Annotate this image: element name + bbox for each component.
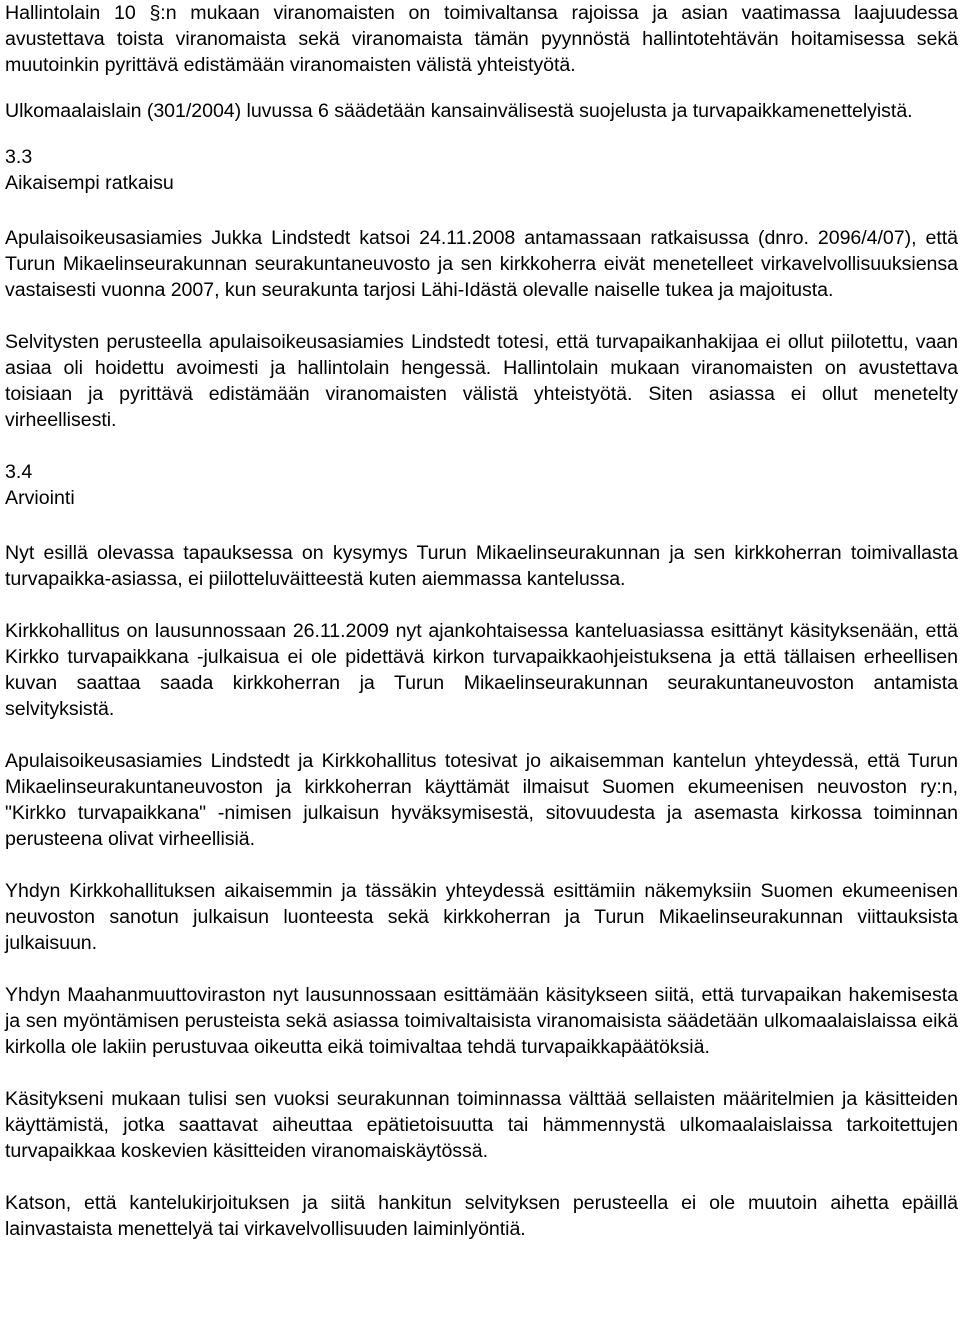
spacer [5, 196, 958, 225]
spacer [5, 1060, 958, 1086]
spacer [5, 124, 958, 144]
paragraph-nyt-esilla: Nyt esillä olevassa tapauksessa on kysymys Turun Mikaelinseurakunnan ja sen kirkkoherran toimivallasta turvapaikka-asiassa, ei piilotteluväitteestä kuten aiemmassa kantelussa. [5, 542, 958, 590]
spacer [5, 303, 958, 329]
paragraph-selvitysten-perusteella: Selvitysten perusteella apulaisoikeusasiamies Lindstedt totesi, että turvapaikanhakijaa ei ollut piilotettu, vaan asiaa oli hoidettu avoimesti ja hallintolain hengessä. Hallintolain mukaan viranomaisten on avustettava toisiaan ja pyrittävä edistämään viranomaisten välistä yhteistyötä. Siten asiassa ei ollut menetelty virheellisesti. [5, 331, 958, 431]
section-number-3-3: 3.3 [5, 146, 33, 168]
spacer [5, 722, 958, 748]
spacer [5, 1164, 958, 1190]
spacer [5, 592, 958, 618]
spacer [5, 78, 958, 98]
paragraph-yhdyn-kirkkohallitus: Yhdyn Kirkkohallituksen aikaisemmin ja tässäkin yhteydessä esittämiin näkemyksiin Suomen ekumeenisen neuvoston sanotun julkaisun luonteesta sekä kirkkoherran ja Turun Mikaelinseurakunnan viittauksista julkaisuun. [5, 880, 958, 954]
paragraph-kirkkohallitus-lausunto: Kirkkohallitus on lausunnossaan 26.11.2009 nyt ajankohtaisessa kanteluasiassa esittänyt käsityksenään, että Kirkko turvapaikkana -julkaisua ei ole pidettävä kirkon turvapaikkaohjeistuksena ja että tällaisen erheellisen kuvan saattaa saada kirkkoherran ja Turun Mikaelinseurakunnan seurakuntaneuvoston antamista selvityksistä. [5, 620, 958, 720]
paragraph-yhdyn-maahanmuuttovirasto: Yhdyn Maahanmuuttoviraston nyt lausunnossaan esittämään käsitykseen siitä, että turvapaikan hakemisesta ja sen myöntämisen perusteista sekä asiassa toimivaltaisista viranomaisista säädetään ulkomaalaislaissa eikä kirkolla ole lakiin perustuvaa oikeutta eikä toimivaltaa tehdä turvapaikkapäätöksiä. [5, 984, 958, 1058]
paragraph-aikaisempi-ratkaisu: Apulaisoikeusasiamies Jukka Lindstedt katsoi 24.11.2008 antamassaan ratkaisussa (dnro. 2096/4/07), että Turun Mikaelinseurakunnan seurakuntaneuvosto ja sen kirkkoherra eivät menetelleet virkavelvollisuuksiensa vastaisesti vuonna 2007, kun seurakunta tarjosi Lähi-Idästä olevalle naiselle tukea ja majoitusta. [5, 227, 958, 301]
paragraph-apulaisoikeusasiamies-kirkkohallitus: Apulaisoikeusasiamies Lindstedt ja Kirkkohallitus totesivat jo aikaisemman kantelun yhteydessä, että Turun Mikaelinseurakuntaneuvoston ja kirkkoherran käyttämät ilmaisut Suomen ekumeenisen neuvoston ry:n, "Kirkko turvapaikkana" -nimisen julkaisun hyväksymisestä, sitovuudesta ja asemasta kirkossa toiminnan perusteena olivat virheellisiä. [5, 750, 958, 850]
document-page [5, 0, 958, 1242]
section-number-3-4: 3.4 [5, 461, 33, 483]
section-title-3-3: Aikaisempi ratkaisu [5, 172, 174, 194]
spacer [5, 511, 958, 540]
paragraph-kasitykseni: Käsitykseni mukaan tulisi sen vuoksi seurakunnan toiminnassa välttää sellaisten määritelmien ja käsitteiden käyttämistä, jotka saattavat aiheuttaa epätietoisuutta tai hämmennystä ulkomaalaislaissa tarkoitettujen turvapaikkaa koskevien käsitteiden viranomaiskäytössä. [5, 1088, 958, 1162]
spacer [5, 956, 958, 982]
paragraph-hallintolaki: Hallintolain 10 §:n mukaan viranomaisten on toimivaltansa rajoissa ja asian vaatimassa laajuudessa avustettava toista viranomaista sekä viranomaista tämän pyynnöstä hallintotehtävän hoitamisessa sekä muutoinkin pyrittävä edistämään viranomaisten välistä yhteistyötä. [5, 2, 958, 76]
spacer [5, 433, 958, 459]
spacer [5, 852, 958, 878]
section-title-3-4: Arviointi [5, 487, 75, 509]
paragraph-katson: Katson, että kantelukirjoituksen ja siitä hankitun selvityksen perusteella ei ole muutoin aihetta epäillä lainvastaista menettelyä tai virkavelvollisuuden laiminlyöntiä. [5, 1192, 958, 1240]
paragraph-ulkomaalaislaki: Ulkomaalaislain (301/2004) luvussa 6 säädetään kansainvälisestä suojelusta ja turvapaikkamenettelyistä. [5, 100, 913, 122]
